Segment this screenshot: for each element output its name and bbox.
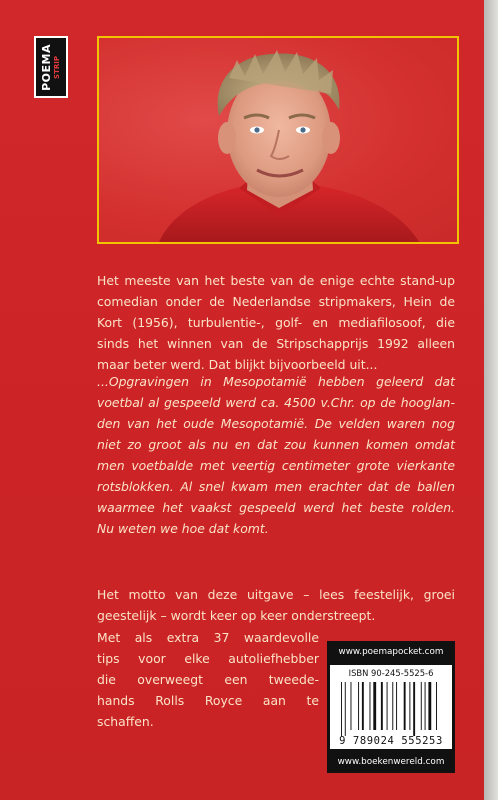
intro-line: Kort (1956), turbulentie-, golf- en mediafilosoof, die (97, 315, 455, 330)
extra-line: die overweegt een tweede- (97, 672, 319, 687)
intro-line: Het meeste van het beste van de enige echte stand-up (97, 273, 455, 288)
extra-tips-paragraph (97, 627, 319, 732)
intro-line: maar beter werd. Dat blijkt bijvoorbeeld uit... (97, 357, 378, 372)
page-edge (484, 0, 498, 800)
quote-line: den van het oude Mesopotamië. De velden waren nog (97, 416, 455, 431)
quote-line: voetbal al gespeeld werd ca. 4500 v.Chr. op de hooglan- (97, 395, 455, 410)
intro-line: comedian onder de Nederlandse stripmakers, Hein de (97, 294, 455, 309)
quote-line: niet zo groot als nu en dat zou kunnen komen omdat (97, 437, 455, 452)
bookstore-url: www.boekenwereld.com (337, 757, 445, 767)
publisher-logo (34, 36, 68, 98)
extra-line: schaffen. (97, 714, 154, 729)
barcode-panel (327, 641, 455, 773)
motto-paragraph (97, 584, 455, 626)
quote-line: men voetbalde met veertig centimeter grote vierkante (97, 458, 455, 473)
barcode-area (330, 665, 452, 749)
extra-line: Met als extra 37 waardevolle (97, 630, 319, 645)
extra-line: hands Rolls Royce aan te (97, 693, 319, 708)
extra-line: tips voor elke autoliefhebber (97, 651, 319, 666)
logo-word: POEMA (40, 43, 53, 91)
motto-line: Het motto van deze uitgave – lees feestelijk, groei (97, 587, 455, 602)
author-photo (97, 36, 459, 244)
ean-number: 9 789024 555253 (339, 735, 443, 747)
quote-line: waarmee het vaakst gespeeld werd het beste rolden. (97, 500, 455, 515)
quote-line: rotsblokken. Al snel kwam men erachter dat de ballen (97, 479, 455, 494)
quote-line: Nu weten we hoe dat komt. (97, 521, 269, 536)
quote-line: ...Opgravingen in Mesopotamië hebben geleerd dat (97, 374, 455, 389)
intro-paragraph (97, 270, 455, 375)
intro-line: sinds het winnen van de Stripschapprijs 1992 alleen (97, 336, 455, 351)
logo-sub: STRIP (53, 55, 61, 79)
motto-line: geestelijk – wordt keer op keer onderstreept. (97, 608, 376, 623)
author-portrait-illustration (99, 38, 457, 242)
isbn-text: ISBN 90-245-5525-6 (348, 668, 434, 678)
quote-paragraph (97, 371, 455, 539)
barcode-bars (341, 682, 441, 736)
publisher-url: www.poemapocket.com (338, 647, 444, 657)
